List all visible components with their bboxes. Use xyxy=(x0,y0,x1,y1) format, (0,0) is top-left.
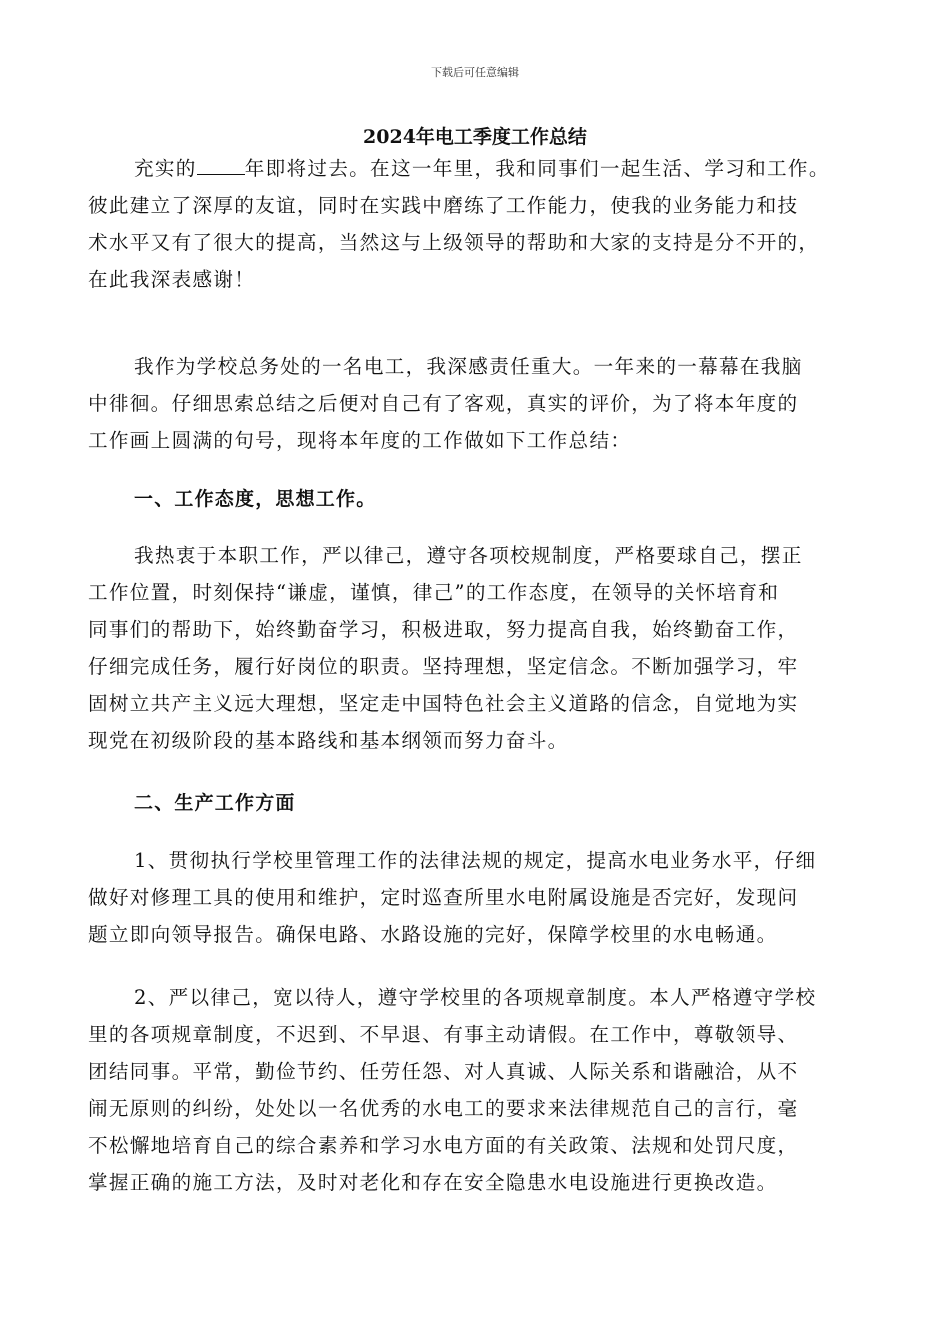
text-segment: 充实的 xyxy=(134,157,197,180)
paragraph-line: 闹无原则的纠纷，处处以一名优秀的水电工的要求来法律规范自己的言行，毫 xyxy=(88,1097,799,1120)
paragraph-line: 团结同事。平常，勤俭节约、任劳任怨、对人真诚、人际关系和谐融洽，从不 xyxy=(88,1060,799,1083)
paragraph-item-2 xyxy=(88,979,862,1201)
paragraph-line: 仔细完成任务，履行好岗位的职责。坚持理想，坚定信念。不断加强学习，牢 xyxy=(88,655,799,678)
paragraph-line: 固树立共产主义远大理想，坚定走中国特色社会主义道路的信念，自觉地为实 xyxy=(88,692,799,715)
paragraph-line: 1、贯彻执行学校里管理工作的法律法规的规定，提高水电业务水平，仔细 xyxy=(134,849,817,872)
paragraph-line: 现党在初级阶段的基本路线和基本纲领而努力奋斗。 xyxy=(88,729,569,752)
paragraph-line: 里的各项规章制度，不迟到、不早退、有事主动请假。在工作中，尊敬领导、 xyxy=(88,1023,799,1046)
section-heading-attitude: 一、工作态度，思想工作。 xyxy=(134,488,377,510)
paragraph-line: 2、严以律己，宽以待人，遵守学校里的各项规章制度。本人严格遵守学校 xyxy=(134,986,817,1009)
paragraph-intro xyxy=(88,150,862,298)
fill-in-blank xyxy=(197,156,245,175)
paragraph-line: 掌握正确的施工方法，及时对老化和存在安全隐患水电设施进行更换改造。 xyxy=(88,1171,778,1194)
paragraph-line: 我作为学校总务处的一名电工，我深感责任重大。一年来的一幕幕在我脑 xyxy=(134,355,803,378)
paragraph-attitude xyxy=(88,537,862,759)
paragraph-line: 我热衷于本职工作，严以律己，遵守各项校规制度，严格要球自己，摆正 xyxy=(134,544,803,567)
paragraph-line: 术水平又有了很大的提高，当然这与上级领导的帮助和大家的支持是分不开的， xyxy=(88,231,820,254)
section-heading-production: 二、生产工作方面 xyxy=(134,792,296,814)
document-title: 2024年电工季度工作总结 xyxy=(363,126,587,148)
paragraph-line: 工作画上圆满的句号，现将本年度的工作做如下工作总结： xyxy=(88,429,632,452)
paragraph-item-1 xyxy=(88,842,862,953)
paragraph-line: 彼此建立了深厚的友谊，同时在实践中磨练了工作能力，使我的业务能力和技 xyxy=(88,194,799,217)
paragraph-line: 同事们的帮助下，始终勤奋学习，积极进取，努力提高自我，始终勤奋工作， xyxy=(88,618,799,641)
paragraph-line: 工作位置，时刻保持“谦虚，谨慎，律己”的工作态度，在领导的关怀培育和 xyxy=(88,581,780,604)
paragraph-line xyxy=(88,150,862,187)
header-note: 下载后可任意编辑 xyxy=(431,66,519,79)
paragraph-line: 在此我深表感谢！ xyxy=(88,268,256,291)
text-segment: 年即将过去。在这一年里，我和同事们一起生活、学习和工作。 xyxy=(244,157,830,180)
paragraph-role xyxy=(88,348,862,459)
paragraph-line: 题立即向领导报告。确保电路、水路设施的完好，保障学校里的水电畅通。 xyxy=(88,923,778,946)
paragraph-line: 中徘徊。仔细思索总结之后便对自己有了客观，真实的评价，为了将本年度的 xyxy=(88,392,799,415)
paragraph-line: 做好对修理工具的使用和维护，定时巡查所里水电附属设施是否完好，发现问 xyxy=(88,886,799,909)
paragraph-line: 不松懈地培育自己的综合素养和学习水电方面的有关政策、法规和处罚尺度， xyxy=(88,1134,799,1157)
